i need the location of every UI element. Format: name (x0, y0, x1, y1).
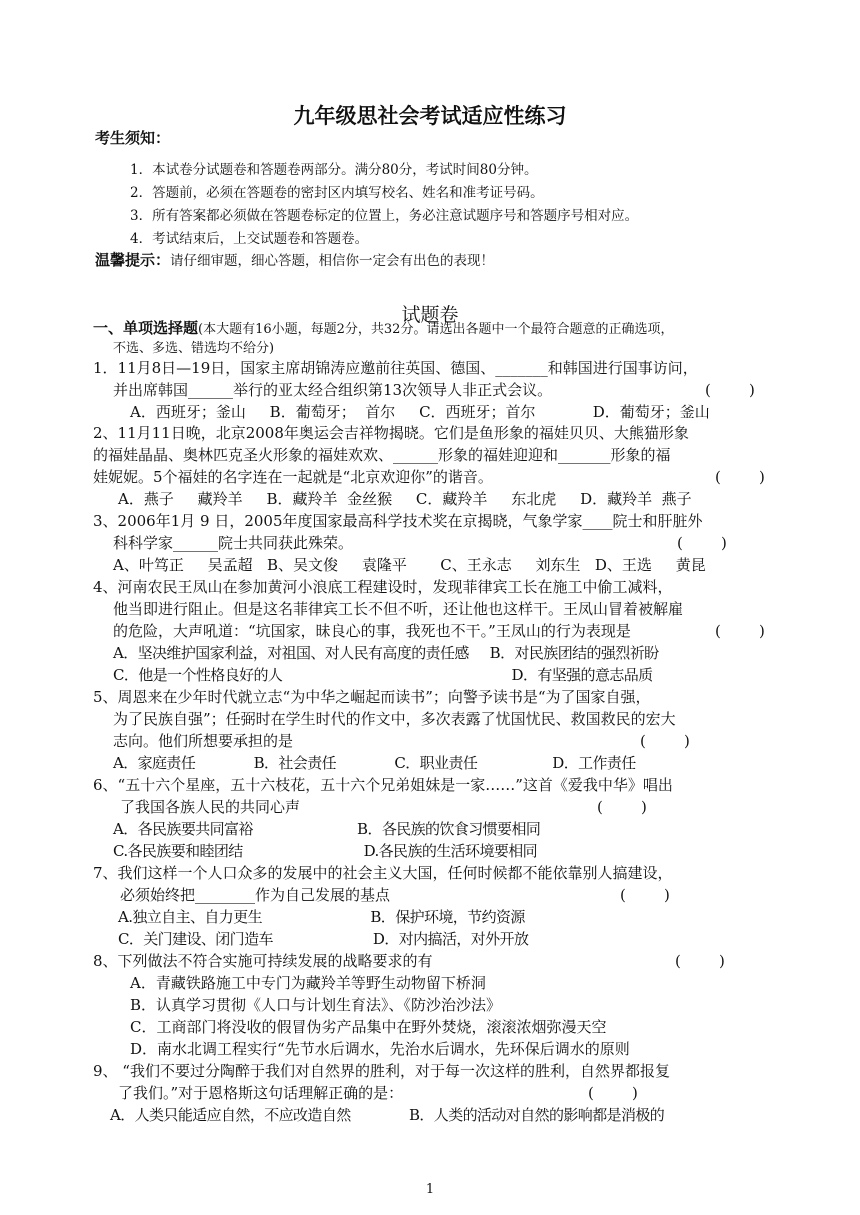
question-line: 必须始终把________作为自己发展的基点 (120, 886, 391, 904)
notice-item: 3．所有答案都必须做在答题卷标定的位置上，务必注意试题序号和答题序号相对应。 (130, 208, 639, 224)
question-options: A、叶笃正 吴孟超 B、吴文俊 袁隆平 C、王永志 刘东生 D、王选 黄昆 (113, 556, 706, 574)
notice-item: 2．答题前，必须在答题卷的密封区内填写校名、姓名和准考证号码。 (130, 185, 544, 201)
section-note: 不选、多选、错选均不给分) (113, 341, 275, 356)
tip-text: 请仔细审题，细心答题，相信你一定会有出色的表现！ (170, 253, 495, 269)
question-line: 9、 “我们不要过分陶醉于我们对自然界的胜利，对于每一次这样的胜利，自然界都报复 (93, 1062, 670, 1080)
page-number: 1 (425, 1182, 435, 1197)
notice-heading: 考生须知： (95, 129, 171, 147)
answer-bracket: ( ) (705, 381, 755, 399)
answer-bracket: ( ) (620, 886, 670, 904)
question-options: A．坚决维护国家利益，对祖国、对人民有高度的责任感 B．对民族团结的强烈祈盼 (113, 644, 659, 662)
question-options: A.独立自主、自力更生 B．保护环境，节约资源 (118, 908, 525, 926)
notice-item: 4．考试结束后，上交试题卷和答题卷。 (130, 231, 369, 247)
question-options: C．关门建设、闭门造车 D．对内搞活，对外开放 (118, 930, 529, 948)
question-line: 2、11月11日晚，北京2008年奥运会吉祥物揭晓。它们是鱼形象的福娃贝贝、大熊猫形象 (93, 424, 689, 442)
notice-item: 1．本试卷分试题卷和答题卷两部分。满分80分，考试时间80分钟。 (130, 162, 538, 178)
question-options: A．家庭责任 B．社会责任 C．职业责任 D．工作责任 (113, 754, 636, 772)
answer-bracket: ( ) (640, 732, 690, 750)
question-line: 他当即进行阻止。但是这名菲律宾工长不但不听，还让他也这样干。王凤山冒着被解雇 (113, 600, 684, 618)
question-options: A．人类只能适应自然，不应改造自然 B．人类的活动对自然的影响都是消极的 (110, 1106, 665, 1124)
question-line: 志向。他们所想要承担的是 (113, 732, 294, 750)
section-subtitle: 试题卷 (401, 304, 459, 326)
question-options: A．西班牙；釜山 B．葡萄牙； 首尔 C．西班牙；首尔 D．葡萄牙；釜山 (130, 403, 710, 421)
section-heading: 一、单项选择题 (93, 319, 199, 337)
answer-bracket: ( ) (588, 1084, 638, 1102)
answer-bracket: ( ) (597, 798, 647, 816)
question-line: 为了民族自强”；任弼时在学生时代的作文中，多次表露了忧国忧民、救国救民的宏大 (113, 710, 676, 728)
question-options: A．燕子 藏羚羊 B．藏羚羊 金丝猴 C．藏羚羊 东北虎 D．藏羚羊 燕子 (118, 490, 692, 508)
tip-label: 温馨提示： (95, 251, 171, 269)
question-line: 1．11月8日—19日，国家主席胡锦涛应邀前往英国、德国、_______和韩国进行国事访问， (93, 359, 698, 377)
question-options: C．他是一个性格良好的人 D．有坚强的意志品质 (113, 666, 653, 684)
question-line: 5、周恩来在少年时代就立志“为中华之崛起而读书”；向警予读书是“为了国家自强， (93, 688, 651, 706)
question-line: 科科学家______院士共同获此殊荣。 (113, 534, 354, 552)
question-line: 8、下列做法不符合实施可持续发展的战略要求的有 (93, 952, 433, 970)
question-line: 了我们。”对于恩格斯这句话理解正确的是： (118, 1084, 404, 1102)
question-line: 4、河南农民王凤山在参加黄河小浪底工程建设时，发现菲律宾工长在施工中偷工减料， (93, 578, 673, 596)
question-line: 的福娃晶晶、奥林匹克圣火形象的福娃欢欢、______形象的福娃迎迎和_______形象的福 (93, 446, 671, 464)
question-options: A．各民族要共同富裕 B．各民族的饮食习惯要相同 (113, 820, 541, 838)
section-note: (本大题有16小题，每题2分，共32分。请选出各题中一个最符合题意的正确选项， (198, 322, 674, 337)
page-title: 九年级思社会考试适应性练习 (293, 104, 567, 128)
question-line: 了我国各族人民的共同心声 (120, 798, 301, 816)
question-line: 的危险，大声吼道：“坑国家，昧良心的事，我死也不干。”王凤山的行为表现是 (113, 622, 631, 640)
section-heading-line (93, 318, 673, 340)
question-line: 娃妮妮。5个福娃的名字连在一起就是“北京欢迎你”的谐音。 (93, 468, 493, 486)
question-line: 并出席韩国______举行的亚太经合组织第13次领导人非正式会议。 (113, 381, 553, 399)
question-line: 6、“五十六个星座，五十六枝花，五十六个兄弟姐妹是一家……”这首《爱我中华》唱出 (93, 776, 673, 794)
question-options: C．工商部门将没收的假冒伪劣产品集中在野外焚烧，滚滚浓烟弥漫天空 (130, 1018, 607, 1036)
answer-bracket: ( ) (675, 952, 725, 970)
answer-bracket: ( ) (715, 622, 765, 640)
question-line: 7、我们这样一个人口众多的发展中的社会主义大国，任何时候都不能依靠别人搞建设， (93, 864, 673, 882)
question-options: A．青藏铁路施工中专门为藏羚羊等野生动物留下桥洞 (130, 974, 486, 992)
question-options: C.各民族要和睦团结 D.各民族的生活环境要相同 (113, 842, 538, 860)
answer-bracket: ( ) (677, 534, 727, 552)
question-line: 3、2006年1月 9 日，2005年度国家最高科学技术奖在京揭晓，气象学家____院士和肝脏外 (93, 512, 703, 530)
question-options: D．南水北调工程实行“先节水后调水，先治水后调水，先环保后调水的原则 (130, 1040, 630, 1058)
answer-bracket: ( ) (715, 468, 765, 486)
tip-line (95, 250, 494, 271)
question-options: B．认真学习贯彻《人口与计划生育法》、《防沙治沙法》 (130, 996, 502, 1014)
